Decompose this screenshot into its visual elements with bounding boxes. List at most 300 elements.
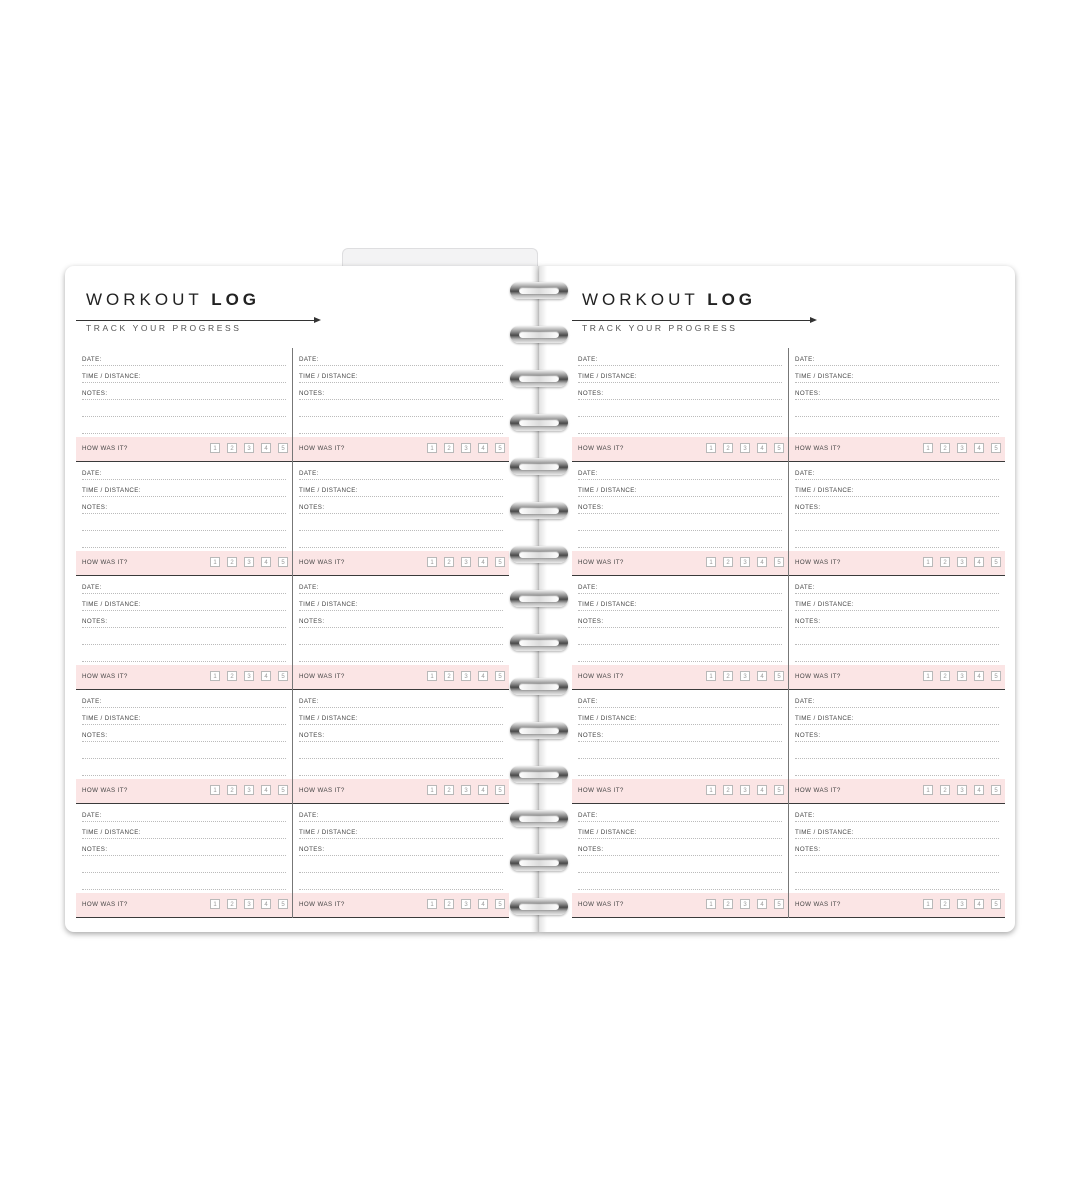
notes-line[interactable] [795, 860, 999, 873]
rating-checkbox[interactable]: 5 [774, 899, 784, 909]
date-field[interactable] [82, 353, 286, 366]
notes-field[interactable] [82, 501, 286, 514]
rating-options [706, 443, 784, 453]
time-distance-field[interactable] [82, 826, 286, 839]
rating-checkbox[interactable]: 3 [957, 557, 967, 567]
notes-line[interactable] [82, 860, 286, 873]
rating-checkbox[interactable]: 1 [210, 443, 220, 453]
rating-checkbox[interactable]: 4 [974, 785, 984, 795]
date-field[interactable] [795, 695, 999, 708]
notes-field[interactable] [299, 729, 503, 742]
date-field-label: DATE: [82, 356, 102, 363]
notes-line[interactable] [299, 877, 503, 890]
log-entry [292, 576, 509, 690]
rating-checkbox[interactable]: 2 [227, 557, 237, 567]
rating-bar [293, 437, 509, 462]
how-was-it-label: HOW WAS IT? [795, 559, 841, 566]
time-distance-field[interactable] [795, 598, 999, 611]
date-field[interactable] [299, 809, 503, 822]
rating-checkbox[interactable]: 5 [991, 899, 1001, 909]
rating-checkbox[interactable]: 2 [723, 557, 733, 567]
rating-checkbox[interactable]: 3 [740, 899, 750, 909]
date-field[interactable] [299, 467, 503, 480]
rating-checkbox[interactable]: 1 [427, 557, 437, 567]
rating-checkbox[interactable]: 3 [957, 785, 967, 795]
date-field[interactable] [578, 581, 782, 594]
rating-checkbox[interactable]: 1 [210, 671, 220, 681]
notes-line[interactable] [795, 535, 999, 548]
time-distance-field[interactable] [299, 712, 503, 725]
how-was-it-label: HOW WAS IT? [578, 787, 624, 794]
notes-field-label: NOTES: [82, 504, 108, 511]
date-field[interactable] [299, 695, 503, 708]
rating-checkbox[interactable]: 5 [991, 671, 1001, 681]
rating-bar [293, 665, 509, 690]
rating-checkbox[interactable]: 1 [706, 899, 716, 909]
rating-checkbox[interactable]: 5 [774, 785, 784, 795]
notes-field[interactable] [578, 501, 782, 514]
log-entry [292, 348, 509, 462]
notes-line[interactable] [82, 649, 286, 662]
title-bold: LOG [211, 290, 261, 309]
notes-field[interactable] [299, 615, 503, 628]
rating-bar [76, 779, 292, 804]
notes-line[interactable] [299, 632, 503, 645]
page-subtitle: TRACK YOUR PROGRESS [86, 323, 242, 333]
date-field[interactable] [578, 695, 782, 708]
date-field[interactable] [299, 581, 503, 594]
notes-line[interactable] [82, 632, 286, 645]
rating-bar [789, 551, 1005, 576]
rating-checkbox[interactable]: 2 [444, 785, 454, 795]
rating-options [923, 671, 1001, 681]
time-distance-field[interactable] [299, 826, 503, 839]
title-arrow-line [76, 320, 316, 321]
notes-field[interactable] [795, 501, 999, 514]
rating-checkbox[interactable]: 2 [227, 671, 237, 681]
rating-checkbox[interactable]: 3 [244, 557, 254, 567]
log-entry [76, 348, 292, 462]
time-distance-field-label: TIME / DISTANCE: [82, 715, 141, 722]
time-distance-field[interactable] [82, 598, 286, 611]
log-entry [788, 576, 1005, 690]
rating-checkbox[interactable]: 3 [244, 671, 254, 681]
rating-checkbox[interactable]: 1 [706, 443, 716, 453]
notes-field-label: NOTES: [82, 732, 108, 739]
time-distance-field[interactable] [299, 598, 503, 611]
how-was-it-label: HOW WAS IT? [299, 559, 345, 566]
notes-line[interactable] [795, 421, 999, 434]
notes-field[interactable] [82, 615, 286, 628]
page-subtitle: TRACK YOUR PROGRESS [582, 323, 738, 333]
rating-checkbox[interactable]: 2 [940, 443, 950, 453]
rating-checkbox[interactable]: 3 [461, 671, 471, 681]
notes-field-label: NOTES: [795, 390, 821, 397]
spiral-ring [510, 898, 568, 915]
date-field-label: DATE: [795, 470, 815, 477]
rating-checkbox[interactable]: 1 [427, 899, 437, 909]
log-entry [292, 690, 509, 804]
notes-line[interactable] [578, 877, 782, 890]
rating-checkbox[interactable]: 1 [706, 671, 716, 681]
rating-checkbox[interactable]: 2 [227, 443, 237, 453]
rating-options [923, 557, 1001, 567]
how-was-it-label: HOW WAS IT? [795, 787, 841, 794]
notes-field[interactable] [299, 843, 503, 856]
notes-line[interactable] [795, 877, 999, 890]
notes-line[interactable] [795, 649, 999, 662]
notes-line[interactable] [578, 763, 782, 776]
date-field[interactable] [82, 809, 286, 822]
rating-checkbox[interactable]: 2 [723, 671, 733, 681]
how-was-it-label: HOW WAS IT? [82, 445, 128, 452]
rating-checkbox[interactable]: 2 [940, 899, 950, 909]
how-was-it-label: HOW WAS IT? [578, 673, 624, 680]
notes-field[interactable] [82, 843, 286, 856]
ring-hole [519, 639, 559, 646]
date-field[interactable] [82, 695, 286, 708]
rating-checkbox[interactable]: 5 [774, 443, 784, 453]
time-distance-field[interactable] [795, 484, 999, 497]
rating-checkbox[interactable]: 4 [974, 557, 984, 567]
notes-field-label: NOTES: [82, 390, 108, 397]
spiral-ring [510, 502, 568, 519]
rating-checkbox[interactable]: 2 [940, 557, 950, 567]
time-distance-field-label: TIME / DISTANCE: [578, 829, 637, 836]
rating-checkbox[interactable]: 1 [923, 671, 933, 681]
log-entry [76, 804, 292, 918]
rating-checkbox[interactable]: 3 [740, 785, 750, 795]
notes-line[interactable] [299, 518, 503, 531]
notes-line[interactable] [578, 404, 782, 417]
notes-field-label: NOTES: [299, 618, 325, 625]
date-field[interactable] [795, 581, 999, 594]
rating-checkbox[interactable]: 5 [278, 785, 288, 795]
time-distance-field[interactable] [578, 826, 782, 839]
date-field-label: DATE: [578, 812, 598, 819]
ring-hole [519, 551, 559, 558]
rating-options [427, 899, 505, 909]
how-was-it-label: HOW WAS IT? [82, 673, 128, 680]
notes-field[interactable] [82, 387, 286, 400]
how-was-it-label: HOW WAS IT? [795, 445, 841, 452]
rating-checkbox[interactable]: 1 [923, 557, 933, 567]
rating-checkbox[interactable]: 4 [261, 785, 271, 795]
notes-line[interactable] [299, 746, 503, 759]
notes-line[interactable] [795, 763, 999, 776]
rating-checkbox[interactable]: 4 [757, 443, 767, 453]
how-was-it-label: HOW WAS IT? [299, 787, 345, 794]
notes-line[interactable] [299, 763, 503, 776]
date-field-label: DATE: [795, 584, 815, 591]
notes-field-label: NOTES: [578, 846, 604, 853]
time-distance-field-label: TIME / DISTANCE: [82, 373, 141, 380]
rating-checkbox[interactable]: 3 [461, 557, 471, 567]
rating-checkbox[interactable]: 4 [757, 557, 767, 567]
rating-checkbox[interactable]: 3 [244, 443, 254, 453]
notes-field[interactable] [578, 843, 782, 856]
notes-line[interactable] [82, 746, 286, 759]
notes-line[interactable] [795, 632, 999, 645]
time-distance-field-label: TIME / DISTANCE: [82, 601, 141, 608]
rating-options [210, 557, 288, 567]
notes-line[interactable] [578, 746, 782, 759]
time-distance-field-label: TIME / DISTANCE: [299, 601, 358, 608]
time-distance-field[interactable] [578, 484, 782, 497]
time-distance-field[interactable] [795, 712, 999, 725]
rating-checkbox[interactable]: 5 [495, 557, 505, 567]
rating-bar [572, 779, 788, 804]
rating-checkbox[interactable]: 3 [957, 671, 967, 681]
ring-hole [519, 903, 559, 910]
log-entry [572, 348, 788, 462]
rating-checkbox[interactable]: 1 [923, 443, 933, 453]
rating-checkbox[interactable]: 1 [427, 671, 437, 681]
date-field[interactable] [578, 809, 782, 822]
rating-checkbox[interactable]: 5 [278, 557, 288, 567]
notes-field-label: NOTES: [299, 504, 325, 511]
notes-field[interactable] [82, 729, 286, 742]
spiral-ring [510, 282, 568, 299]
time-distance-field[interactable] [795, 370, 999, 383]
time-distance-field-label: TIME / DISTANCE: [578, 487, 637, 494]
notes-line[interactable] [299, 421, 503, 434]
notes-field-label: NOTES: [795, 732, 821, 739]
rating-checkbox[interactable]: 3 [244, 899, 254, 909]
rating-checkbox[interactable]: 5 [278, 671, 288, 681]
rating-bar [293, 779, 509, 804]
notes-line[interactable] [299, 860, 503, 873]
date-field-label: DATE: [578, 356, 598, 363]
notes-line[interactable] [82, 421, 286, 434]
how-was-it-label: HOW WAS IT? [578, 559, 624, 566]
spiral-ring [510, 766, 568, 783]
rating-checkbox[interactable]: 4 [478, 785, 488, 795]
notes-field[interactable] [795, 729, 999, 742]
rating-checkbox[interactable]: 4 [757, 671, 767, 681]
notes-field[interactable] [578, 615, 782, 628]
notes-field-label: NOTES: [299, 732, 325, 739]
rating-checkbox[interactable]: 5 [495, 899, 505, 909]
notes-line[interactable] [578, 421, 782, 434]
notes-field[interactable] [578, 729, 782, 742]
date-field-label: DATE: [299, 584, 319, 591]
rating-checkbox[interactable]: 1 [210, 899, 220, 909]
log-entry [76, 576, 292, 690]
time-distance-field[interactable] [578, 370, 782, 383]
time-distance-field-label: TIME / DISTANCE: [299, 487, 358, 494]
rating-checkbox[interactable]: 2 [227, 785, 237, 795]
rating-checkbox[interactable]: 2 [723, 899, 733, 909]
date-field-label: DATE: [299, 698, 319, 705]
notes-line[interactable] [578, 860, 782, 873]
notes-line[interactable] [299, 649, 503, 662]
time-distance-field[interactable] [82, 370, 286, 383]
rating-options [706, 785, 784, 795]
notes-field[interactable] [795, 615, 999, 628]
rating-checkbox[interactable]: 5 [495, 785, 505, 795]
spiral-ring [510, 722, 568, 739]
rating-checkbox[interactable]: 3 [461, 785, 471, 795]
spiral-ring [510, 678, 568, 695]
date-field[interactable] [299, 353, 503, 366]
date-field[interactable] [578, 353, 782, 366]
notes-field[interactable] [578, 387, 782, 400]
rating-checkbox[interactable]: 2 [444, 899, 454, 909]
time-distance-field-label: TIME / DISTANCE: [578, 373, 637, 380]
log-entry [572, 576, 788, 690]
rating-checkbox[interactable]: 2 [940, 785, 950, 795]
rating-checkbox[interactable]: 2 [444, 557, 454, 567]
rating-checkbox[interactable]: 4 [478, 443, 488, 453]
notes-line[interactable] [578, 518, 782, 531]
time-distance-field[interactable] [578, 712, 782, 725]
ring-hole [519, 727, 559, 734]
notes-line[interactable] [795, 746, 999, 759]
notes-line[interactable] [795, 518, 999, 531]
time-distance-field[interactable] [82, 484, 286, 497]
rating-checkbox[interactable]: 3 [244, 785, 254, 795]
rating-checkbox[interactable]: 3 [740, 671, 750, 681]
ring-hole [519, 331, 559, 338]
rating-checkbox[interactable]: 5 [991, 785, 1001, 795]
rating-checkbox[interactable]: 3 [957, 443, 967, 453]
rating-checkbox[interactable]: 5 [278, 443, 288, 453]
rating-options [427, 671, 505, 681]
rating-checkbox[interactable]: 4 [478, 671, 488, 681]
notes-field-label: NOTES: [795, 846, 821, 853]
rating-checkbox[interactable]: 4 [974, 443, 984, 453]
notes-line[interactable] [578, 649, 782, 662]
rating-checkbox[interactable]: 4 [974, 899, 984, 909]
rating-bar [572, 437, 788, 462]
rating-checkbox[interactable]: 3 [740, 557, 750, 567]
date-field[interactable] [82, 467, 286, 480]
rating-checkbox[interactable]: 2 [940, 671, 950, 681]
notes-field[interactable] [795, 843, 999, 856]
ring-hole [519, 815, 559, 822]
rating-bar [76, 551, 292, 576]
rating-checkbox[interactable]: 5 [774, 557, 784, 567]
rating-checkbox[interactable]: 1 [923, 785, 933, 795]
rating-checkbox[interactable]: 5 [495, 443, 505, 453]
time-distance-field[interactable] [795, 826, 999, 839]
rating-checkbox[interactable]: 2 [444, 443, 454, 453]
rating-checkbox[interactable]: 2 [227, 899, 237, 909]
notes-line[interactable] [578, 535, 782, 548]
rating-checkbox[interactable]: 1 [923, 899, 933, 909]
rating-checkbox[interactable]: 4 [261, 899, 271, 909]
rating-bar [572, 551, 788, 576]
time-distance-field-label: TIME / DISTANCE: [299, 829, 358, 836]
rating-bar [572, 665, 788, 690]
time-distance-field[interactable] [578, 598, 782, 611]
rating-checkbox[interactable]: 3 [461, 899, 471, 909]
notes-field[interactable] [299, 387, 503, 400]
ring-hole [519, 287, 559, 294]
rating-checkbox[interactable]: 4 [974, 671, 984, 681]
notes-line[interactable] [82, 535, 286, 548]
how-was-it-label: HOW WAS IT? [299, 673, 345, 680]
rating-options [427, 785, 505, 795]
rating-checkbox[interactable]: 4 [261, 671, 271, 681]
rating-checkbox[interactable]: 4 [478, 557, 488, 567]
date-field[interactable] [578, 467, 782, 480]
rating-checkbox[interactable]: 1 [706, 785, 716, 795]
date-field-label: DATE: [299, 812, 319, 819]
rating-checkbox[interactable]: 5 [991, 557, 1001, 567]
rating-checkbox[interactable]: 5 [495, 671, 505, 681]
ring-hole [519, 683, 559, 690]
date-field[interactable] [795, 353, 999, 366]
notes-line[interactable] [299, 404, 503, 417]
rating-checkbox[interactable]: 5 [991, 443, 1001, 453]
how-was-it-label: HOW WAS IT? [795, 901, 841, 908]
notes-field[interactable] [299, 501, 503, 514]
rating-bar [76, 665, 292, 690]
log-entry [572, 804, 788, 918]
rating-checkbox[interactable]: 2 [723, 443, 733, 453]
notes-line[interactable] [82, 763, 286, 776]
notes-line[interactable] [578, 632, 782, 645]
rating-checkbox[interactable]: 4 [757, 899, 767, 909]
rating-options [706, 671, 784, 681]
rating-checkbox[interactable]: 3 [740, 443, 750, 453]
rating-checkbox[interactable]: 1 [427, 785, 437, 795]
rating-checkbox[interactable]: 5 [774, 671, 784, 681]
log-entry [292, 804, 509, 918]
rating-checkbox[interactable]: 3 [957, 899, 967, 909]
time-distance-field[interactable] [299, 484, 503, 497]
rating-bar [572, 893, 788, 918]
rating-checkbox[interactable]: 4 [261, 557, 271, 567]
rating-checkbox[interactable]: 5 [278, 899, 288, 909]
date-field-label: DATE: [795, 356, 815, 363]
notes-line[interactable] [82, 877, 286, 890]
time-distance-field[interactable] [82, 712, 286, 725]
date-field[interactable] [82, 581, 286, 594]
time-distance-field[interactable] [299, 370, 503, 383]
rating-checkbox[interactable]: 4 [478, 899, 488, 909]
rating-checkbox[interactable]: 1 [210, 785, 220, 795]
date-field[interactable] [795, 467, 999, 480]
rating-checkbox[interactable]: 1 [427, 443, 437, 453]
date-field-label: DATE: [82, 470, 102, 477]
title-arrow-line [572, 320, 812, 321]
log-entry [788, 804, 1005, 918]
spiral-ring [510, 546, 568, 563]
rating-checkbox[interactable]: 1 [210, 557, 220, 567]
notes-line[interactable] [82, 518, 286, 531]
rating-checkbox[interactable]: 4 [261, 443, 271, 453]
log-entry [76, 690, 292, 804]
rating-checkbox[interactable]: 3 [461, 443, 471, 453]
date-field[interactable] [795, 809, 999, 822]
ring-hole [519, 507, 559, 514]
spiral-ring [510, 458, 568, 475]
rating-options [706, 557, 784, 567]
log-entry [572, 690, 788, 804]
rating-checkbox[interactable]: 2 [723, 785, 733, 795]
date-field-label: DATE: [82, 698, 102, 705]
rating-checkbox[interactable]: 2 [444, 671, 454, 681]
notes-line[interactable] [299, 535, 503, 548]
notes-line[interactable] [795, 404, 999, 417]
notes-line[interactable] [82, 404, 286, 417]
notes-field[interactable] [795, 387, 999, 400]
rating-checkbox[interactable]: 4 [757, 785, 767, 795]
rating-checkbox[interactable]: 1 [706, 557, 716, 567]
